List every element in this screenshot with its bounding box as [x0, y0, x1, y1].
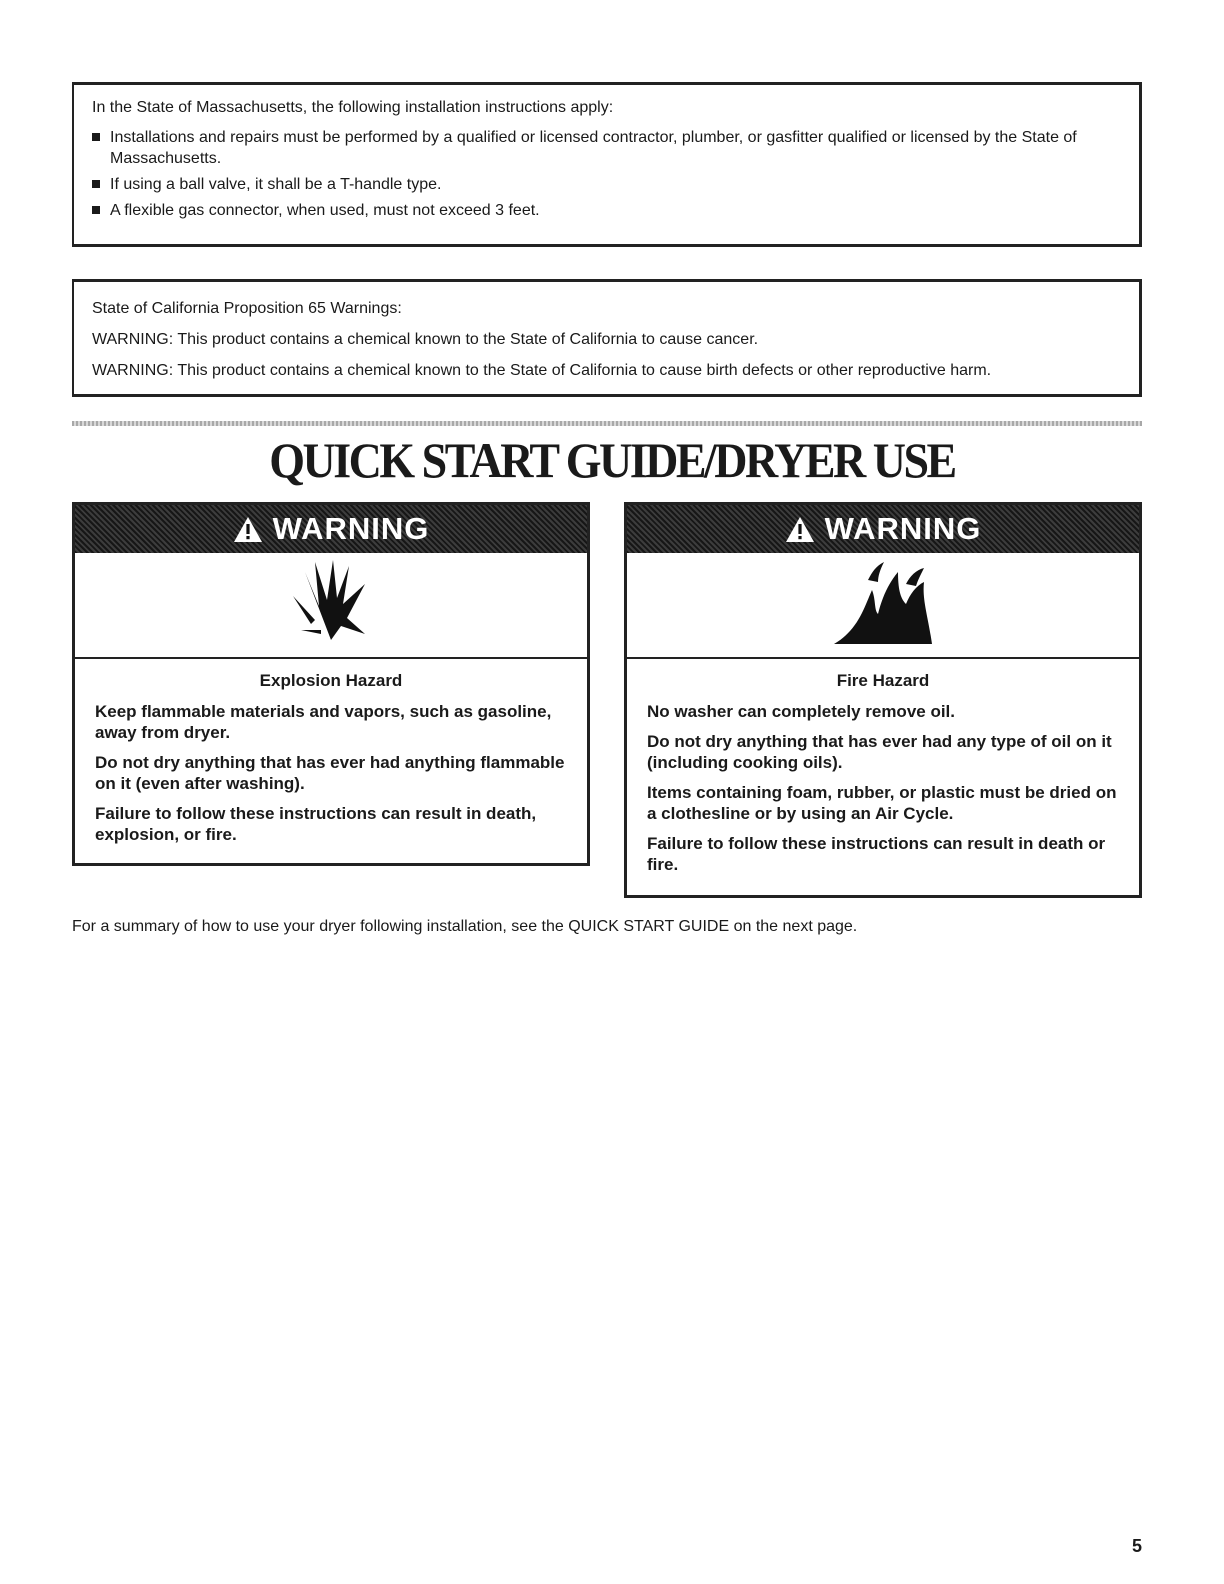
- warning-line: Failure to follow these instructions can result in death, explosion, or fire.: [95, 804, 537, 844]
- explosion-icon: [291, 560, 371, 650]
- list-item: Installations and repairs must be performed by a qualified or licensed contractor, plumber, or gasfitter qualified or licensed by the State of Massachusetts.: [92, 127, 1121, 169]
- list-item: If using a ball valve, it shall be a T-handle type.: [92, 174, 1121, 195]
- massachusetts-list: [92, 127, 1121, 221]
- alert-triangle-icon: [233, 516, 263, 543]
- hazard-title: Explosion Hazard: [259, 671, 403, 690]
- alert-triangle-icon: [785, 516, 815, 543]
- list-item: A flexible gas connector, when used, must not exceed 3 feet.: [92, 200, 1121, 221]
- bullet-icon: [92, 206, 100, 214]
- hazard-title: Fire Hazard: [836, 671, 930, 690]
- massachusetts-intro: In the State of Massachusetts, the following installation instructions apply:: [92, 99, 614, 116]
- warning-line: Keep flammable materials and vapors, such as gasoline, away from dryer.: [95, 702, 552, 742]
- page-number: 5: [1131, 1536, 1142, 1556]
- summary-text: For a summary of how to use your dryer following installation, see the QUICK START GUIDE on the next page.: [72, 918, 858, 935]
- warning-header: WARNING: [75, 505, 587, 553]
- fire-icon: [828, 560, 938, 650]
- california-warning-cancer: WARNING: This product contains a chemical known to the State of California to cause cancer.: [92, 331, 759, 348]
- bullet-icon: [92, 180, 100, 188]
- bullet-icon: [92, 133, 100, 141]
- warning-explosion: [72, 502, 590, 866]
- warning-line: Do not dry anything that has ever had anything flammable on it (even after washing).: [95, 753, 565, 793]
- warning-line: No washer can completely remove oil.: [647, 702, 956, 721]
- page-title: QUICK START GUIDE/DRYER USE: [269, 432, 955, 489]
- california-prop65-notice: [72, 279, 1142, 397]
- warning-line: Failure to follow these instructions can result in death or fire.: [647, 834, 1106, 874]
- warning-line: Do not dry anything that has ever had any type of oil on it (including cooking oils).: [647, 732, 1112, 772]
- massachusetts-notice: [72, 82, 1142, 247]
- california-title: State of California Proposition 65 Warnings:: [92, 300, 402, 317]
- warning-header: WARNING: [627, 505, 1139, 553]
- warning-line: Items containing foam, rubber, or plastic must be dried on a clothesline or by using an Air Cycle.: [647, 783, 1117, 823]
- california-warning-reproductive: WARNING: This product contains a chemical known to the State of California to cause birth defects or other reproductive harm.: [92, 362, 992, 379]
- warning-fire: [624, 502, 1142, 898]
- section-divider: [72, 421, 1142, 426]
